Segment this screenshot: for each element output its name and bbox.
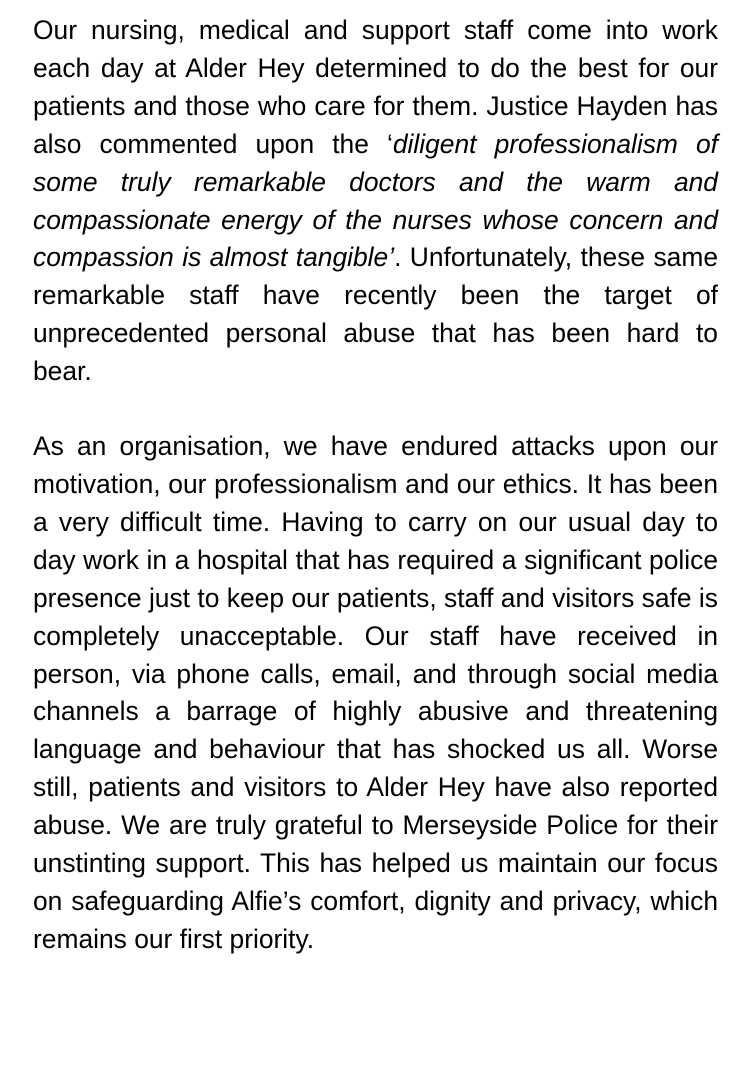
justice-hayden-quote: diligent professionalism of some truly remarkable doctors and the warm and compassionate energy of the nurses whose concern and compassion is almost tangible’ <box>33 128 718 273</box>
paragraph-1-text-before-quote: Our nursing, medical and support staff come into work each day at Alder Hey determined to do the best for our patients and those who care for them. Justice Hayden has also commented upon the ‘ <box>33 15 718 159</box>
paragraph-abuse-statement: As an organisation, we have endured attacks upon our motivation, our professionalism and our ethics. It has been a very difficult time. Having to carry on our usual day to day work in a hospital that has required a significant police presence just to keep our patients, staff and visitors safe is completely unacceptable. Our staff have received in person, via phone calls, email, and through social media channels a barrage of highly abusive and threatening language and behaviour that has shocked us all. Worse still, patients and visitors to Alder Hey have also reported abuse. We are truly grateful to Merseyside Police for their unstinting support. This has helped us maintain our focus on safeguarding Alfie’s comfort, dignity and privacy, which remains our first priority. <box>33 431 718 954</box>
paragraph-staff-praise <box>33 12 718 391</box>
document-page <box>33 12 718 959</box>
paragraph-1-text-after-quote: . Unfortunately, these same remarkable staff have recently been the target of unprecedented personal abuse that has been hard to bear. <box>33 242 718 387</box>
